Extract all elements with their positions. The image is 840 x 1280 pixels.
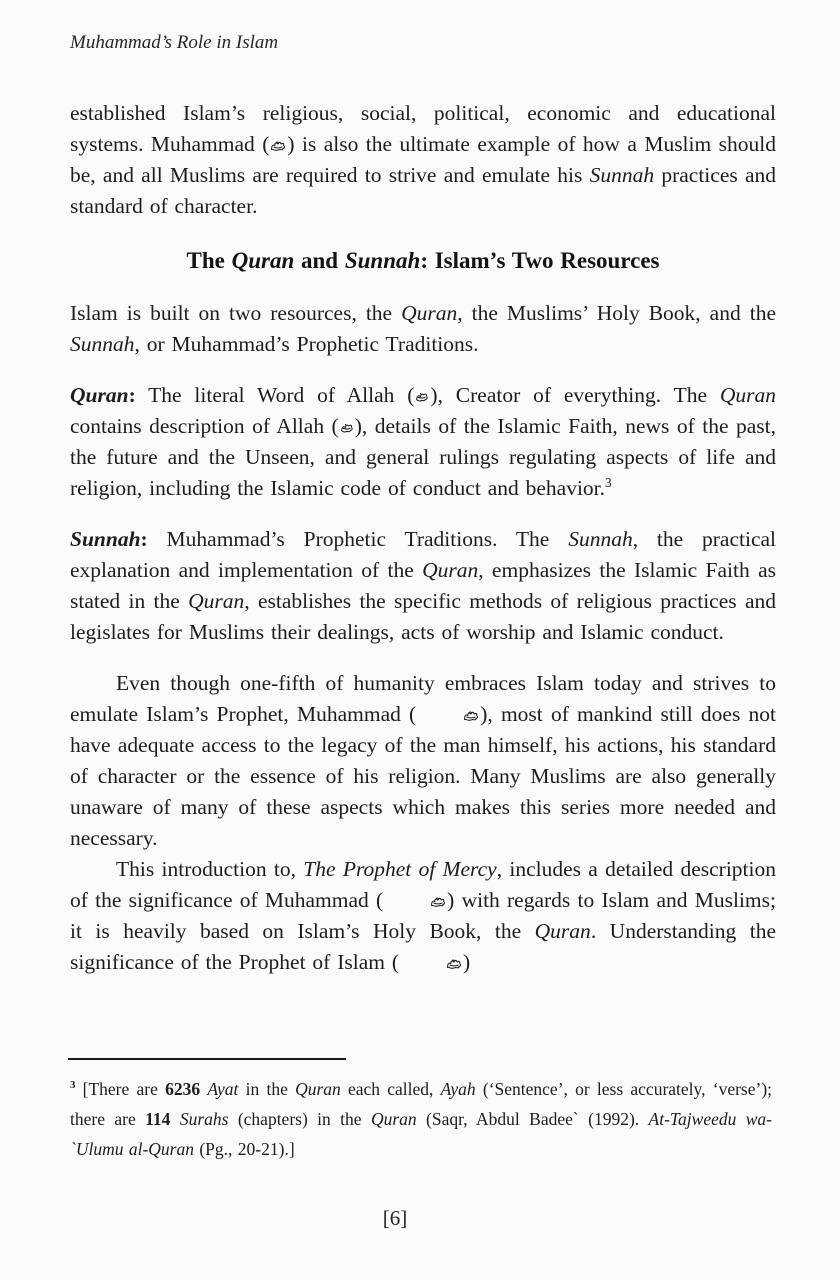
text-run: ) [463,950,471,974]
section-heading [70,246,776,276]
body-text [70,98,776,998]
text-run: This introduction to, [116,857,304,881]
text-run: Sunnah [70,332,135,356]
running-header: Muhammad’s Role in Islam [70,32,279,53]
text-run: Quran [422,558,479,582]
text-run: 3 [70,1079,76,1092]
text-run: 114 [145,1109,171,1129]
honorific-saw-icon [270,139,286,152]
text-run: , includes a detailed description of the significance of Muhammad ( [70,857,776,912]
text-run: (‘Sentence’, or less accurately, ‘verse’); there are [70,1079,773,1129]
text-run: Quran [719,383,776,407]
text-run: : Islam’s Two Resources [420,248,660,273]
text-run: established Islam’s religious, social, political, economic and educational systems. Muhammad ( [70,101,776,156]
text-run: Ayah [440,1079,476,1099]
text-run: (Saqr, Abdul Badee` (1992). [416,1109,649,1129]
text-run: Islam is built on two resources, the [70,301,402,325]
honorific-saw-icon [384,895,446,908]
honorific-jalla-icon [415,390,429,403]
text-run: Quran [295,1079,341,1099]
footnote-text [70,1074,772,1164]
text-run: Sunnah [568,527,633,551]
text-run: The Prophet of Mercy [303,857,497,881]
footnote-separator-rule [68,1058,346,1060]
text-run: ), most of mankind still does not have adequate access to the legacy of the man himself, his actions, his standard of character or the essence of his religion. Many Muslims are also generally unaware of many of these aspects which makes this series more needed and necessary. [70,702,776,850]
text-run: Quran [70,383,129,407]
honorific-jalla-icon [340,421,354,434]
text-run: Quran [370,1109,417,1129]
text-run: The literal Word of Allah ( [135,383,415,407]
honorific-saw-icon [417,709,479,722]
text-run: 3 [605,474,612,490]
paragraph-one-fifth-humanity [70,668,776,854]
text-run: 6236 [165,1079,201,1099]
text-run: ), Creator of everything. The [430,383,720,407]
text-run: Quran [401,301,458,325]
text-run: : [140,527,148,551]
text-run: , or Muhammad’s Prophetic Traditions. [134,332,479,356]
text-run: The [186,248,232,273]
text-run: in the [238,1079,296,1099]
text-run: Even though one-fifth of humanity embraces Islam today and strives to emulate Islam’s Prophet, Muhammad ( [70,671,776,726]
text-run: (chapters) in the [228,1109,371,1129]
paragraph-two-resources [70,298,776,360]
text-run: practices and standard of character. [70,163,776,218]
text-run: Quran [231,248,295,273]
paragraph-continuation [70,98,776,222]
text-run: ), details of the Islamic Faith, news of the past, the future and the Unseen, and general rulings regulating aspects of life and religion, including the Islamic code of conduct and behavior. [70,414,776,500]
text-run: : [128,383,136,407]
paragraph-this-introduction [70,854,776,978]
text-run: ) is also the ultimate example of how a Muslim should be, and all Muslims are required to strive and emulate his [70,132,776,187]
footnote [70,1058,772,1164]
text-run: Surahs [179,1109,229,1129]
text-run: each called, [340,1079,441,1099]
text-run: , establishes the specific methods of religious practices and legislates for Muslims their dealings, acts of worship and Islamic conduct. [70,589,776,644]
text-run: Ayat [207,1079,239,1099]
text-run: contains description of Allah ( [70,414,339,438]
text-run: , emphasizes the Islamic Faith as stated in the [70,558,776,613]
text-run: . Understanding the significance of the Prophet of Islam ( [70,919,776,974]
text-run [170,1109,179,1129]
text-run: , the practical explanation and implementation of the [70,527,776,582]
paragraph-sunnah-definition [70,524,776,648]
text-run: Sunnah [70,527,141,551]
text-run: and [294,248,345,273]
text-run: Sunnah [589,163,655,187]
honorific-saw-icon [400,957,462,970]
text-run: , the Muslims’ Holy Book, and the [457,301,776,325]
text-run: Quran [188,589,245,613]
text-run: Sunnah [344,248,421,273]
text-run: At-Tajweedu wa-`Ulumu al-Quran [70,1109,773,1159]
text-run: Quran [534,919,591,943]
text-run: (Pg., 20-21).] [193,1139,295,1159]
page-number: [6] [382,1206,408,1230]
paragraph-quran-definition [70,380,776,504]
text-run: [There are [75,1079,166,1099]
text-run: Muhammad’s Prophetic Traditions. The [147,527,569,551]
text-run: ) with regards to Islam and Muslims; it is heavily based on Islam’s Holy Book, the [70,888,776,943]
